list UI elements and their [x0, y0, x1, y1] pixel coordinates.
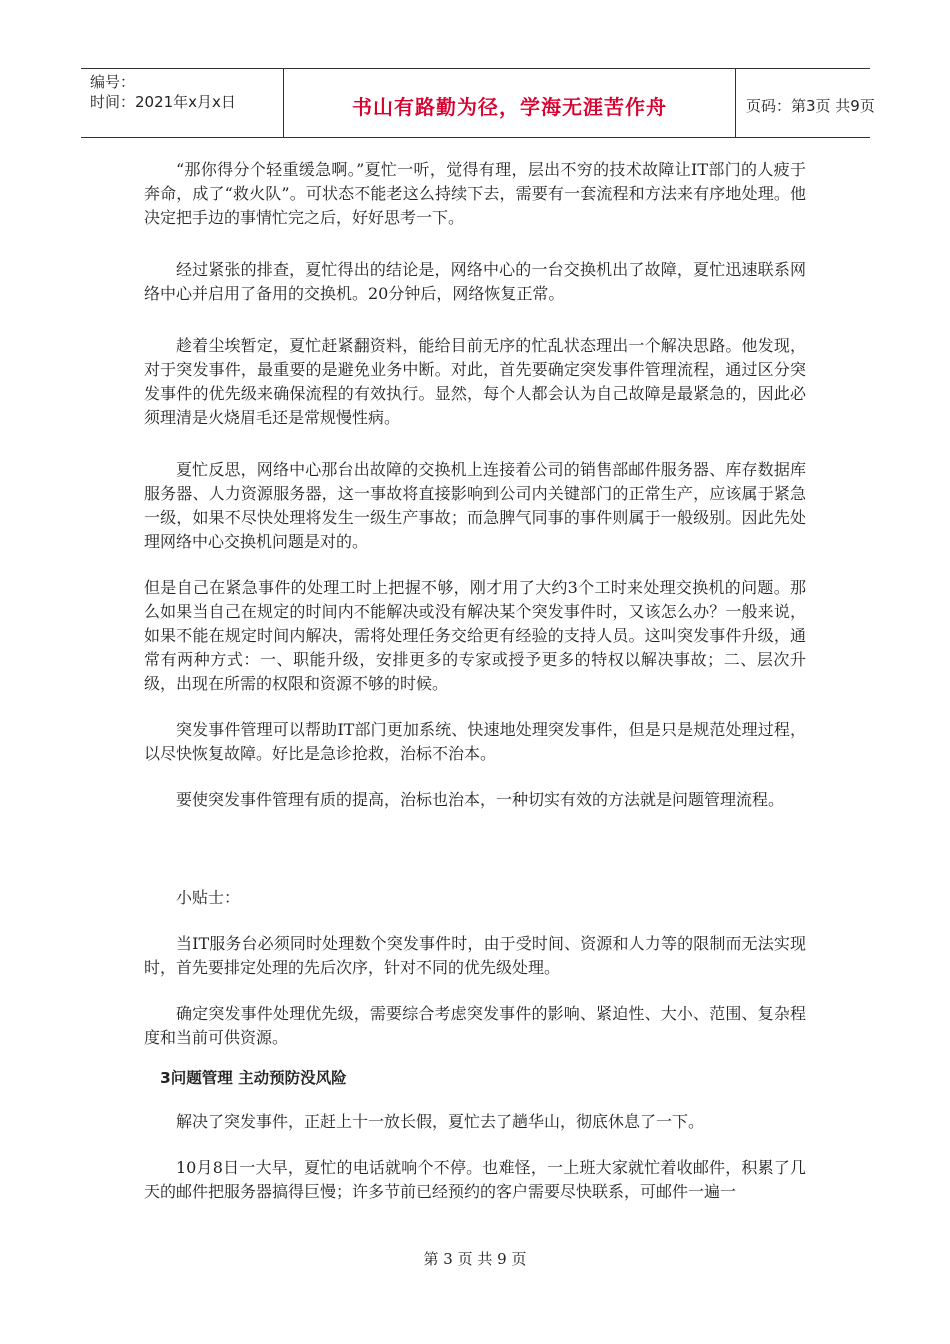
header-page-cell: [736, 69, 875, 137]
header-motto-cell: [284, 69, 736, 137]
paragraph: “那你得分个轻重缓急啊。”夏忙一听，觉得有理，层出不穷的技术故障让IT部门的人疲于奔命，成了“救火队”。可状态不能老这么持续下去，需要有一套流程和方法来有序地处理。他决定把手边的事情忙完之后，好好思考一下。: [144, 160, 806, 227]
paragraph: 趁着尘埃暂定，夏忙赶紧翻资料，能给目前无序的忙乱状态理出一个解决思路。他发现，对于突发事件，最重要的是避免业务中断。对此，首先要确定突发事件管理流程，通过区分突发事件的优先级来确保流程的有效执行。显然，每个人都会认为自己故障是最紧急的，因此必须理清是火烧眉毛还是常规慢性病。: [144, 336, 806, 427]
header-motto: 书山有路勤为径，学海无涯苦作舟: [352, 95, 667, 119]
section-heading: 3问题管理 主动预防没风险: [160, 1069, 347, 1087]
paragraph: 经过紧张的排查，夏忙得出的结论是，网络中心的一台交换机出了故障，夏忙迅速联系网络中心并启用了备用的交换机。20分钟后，网络恢复正常。: [144, 260, 806, 303]
document-time: 时间：2021年x月x日: [90, 93, 236, 111]
paragraph: 10月8日一大早，夏忙的电话就响个不停。也难怪，一上班大家就忙着收邮件，积累了几天的邮件把服务器搞得巨慢；许多节前已经预约的客户需要尽快联系，可邮件一遍一: [144, 1158, 806, 1201]
tip-paragraph: 当IT服务台必须同时处理数个突发事件时，由于受时间、资源和人力等的限制而无法实现时，首先要排定处理的先后次序，针对不同的优先级处理。: [144, 934, 806, 977]
paragraph: 要使突发事件管理有质的提高，治标也治本，一种切实有效的方法就是问题管理流程。: [176, 790, 785, 809]
page-header: [81, 68, 875, 138]
paragraph: 突发事件管理可以帮助IT部门更加系统、快速地处理突发事件，但是只是规范处理过程，以尽快恢复故障。好比是急诊抢救，治标不治本。: [144, 720, 806, 763]
paragraph: 夏忙反思，网络中心那台出故障的交换机上连接着公司的销售部邮件服务器、库存数据库服务器、人力资源服务器，这一事故将直接影响到公司内关键部门的正常生产，应该属于紧急一级，如果不尽快处理将发生一级生产事故；而急脾气同事的事件则属于一般级别。因此先处理网络中心交换机问题是对的。: [144, 460, 806, 551]
header-page-info: 页码：第3页 共9页: [746, 97, 875, 115]
paragraph: 解决了突发事件，正赶上十一放长假，夏忙去了趟华山，彻底休息了一下。: [176, 1112, 705, 1131]
document-number-label: 编号：: [90, 73, 136, 91]
paragraph: 但是自己在紧急事件的处理工时上把握不够，刚才用了大约3个工时来处理交换机的问题。那么如果当自己在规定的时间内不能解决或没有解决某个突发事件时，又该怎么办？一般来说，如果不能在规定时间内解决，需将处理任务交给更有经验的支持人员。这叫突发事件升级，通常有两种方式：一、职能升级，安排更多的专家或授予更多的特权以解决事故；二、层次升级，出现在所需的权限和资源不够的时候。: [144, 578, 806, 693]
header-meta-cell: [81, 69, 284, 137]
document-body: [144, 158, 806, 1204]
page-footer: 第 3 页 共 9 页: [423, 1250, 527, 1268]
tips-label: 小贴士：: [176, 888, 241, 907]
tip-paragraph: 确定突发事件处理优先级，需要综合考虑突发事件的影响、紧迫性、大小、范围、复杂程度和当前可供资源。: [144, 1004, 806, 1047]
